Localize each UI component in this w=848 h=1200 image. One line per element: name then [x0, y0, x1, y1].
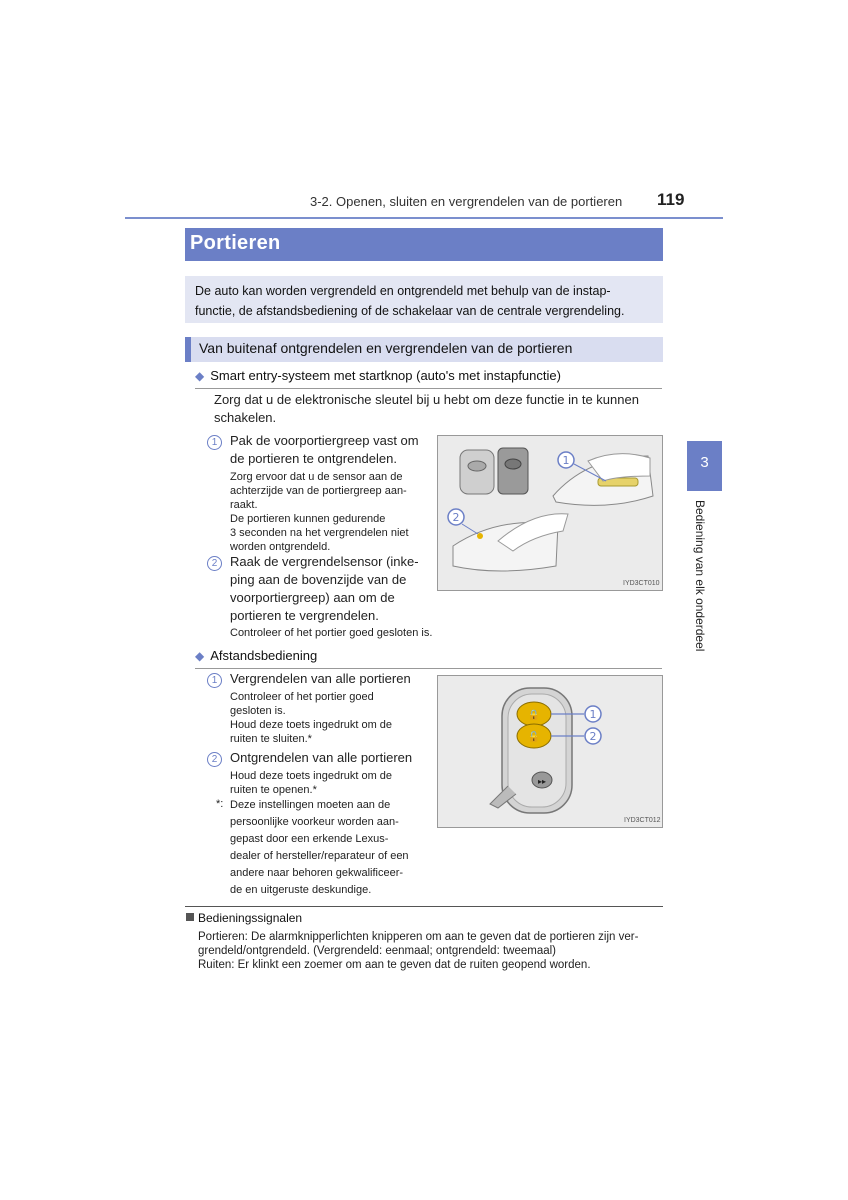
intro-box [185, 276, 663, 323]
step-1-text: Pak de voorportiergreep vast om de portieren te ontgrendelen. [230, 433, 419, 466]
remote-step-2-number: 2 [207, 752, 222, 767]
smart-entry-heading: ◆ Smart entry-systeem met startknop (auto's met instapfunctie) [195, 368, 561, 383]
svg-text:🔒: 🔒 [527, 710, 541, 721]
door-handle-figure [437, 435, 663, 591]
remote-step-1-text: Vergrendelen van alle portieren [230, 671, 411, 686]
running-header: 3-2. Openen, sluiten en vergrendelen van de portieren [310, 194, 623, 209]
chapter-tab: 3 [687, 441, 722, 491]
diamond-bullet-icon: ◆ [195, 649, 205, 663]
remote-step-1-number: 1 [207, 673, 222, 688]
footnote-mark: *: [216, 798, 224, 810]
step-2-text: Raak de vergrendelsensor (inke- ping aan de bovenzijde van de voorportiergreep) aan om de portieren te vergrendelen. [230, 554, 419, 623]
intro-line-1: De auto kan worden vergrendeld en ontgrendeld met behulp van de instap- [195, 284, 611, 298]
remote-step-2-text: Ontgrendelen van alle portieren [230, 750, 413, 765]
remote-callout-2: 2 [589, 730, 597, 743]
notes-text: Portieren: De alarmknipperlichten knipperen om aan te geven dat de portieren zijn ver- grendeld/ontgrendeld. (Vergrendeld: eenmaal; ontgrendeld: tweemaal) Ruiten: Er klinkt een zoemer om aan te geven dat de ruiten geopend worden. [198, 931, 639, 971]
heading-rule [195, 388, 662, 389]
remote-key-figure [437, 675, 663, 828]
figure-callout-2: 2 [452, 511, 460, 524]
remote-step-1-note: Controleer of het portier goed gesloten is. Houd deze toets ingedrukt om de ruiten te sluiten.* [230, 691, 393, 745]
heading-rule [195, 668, 662, 669]
figure-callout-1: 1 [562, 454, 570, 467]
chapter-title-vertical: Bediening van elk onderdeel [693, 500, 707, 652]
footnote-text: Deze instellingen moeten aan de persoonlijke voorkeur worden aan- gepast door een erkende Lexus- dealer of hersteller/reparateur of een andere naar behoren gekwalificeer- de en uitgeruste deskundige. [230, 799, 409, 896]
notes-rule [185, 906, 663, 907]
remote-step-2-note: Houd deze toets ingedrukt om de ruiten te openen.* [230, 770, 393, 796]
svg-text:▸▸: ▸▸ [537, 777, 547, 786]
remote-key-illustration [438, 676, 663, 828]
step-1-note: Zorg ervoor dat u de sensor aan de achterzijde van de portiergreep aan- raakt. De portieren kunnen gedurende 3 seconden na het vergrendelen niet worden ontgrendeld. [230, 471, 409, 553]
notes-heading: Bedieningssignalen [186, 911, 302, 925]
step-2-number: 2 [207, 556, 222, 571]
header-rule [125, 217, 723, 219]
step-1-number: 1 [207, 435, 222, 450]
figure-code: IYD3CT012 [624, 817, 661, 824]
square-bullet-icon [186, 913, 194, 921]
step-2-note: Controleer of het portier goed gesloten is. [230, 627, 433, 639]
intro-line-2: functie, de afstandsbediening of de schakelaar van de centrale vergrendeling. [195, 304, 625, 318]
diamond-bullet-icon: ◆ [195, 369, 205, 383]
page-number: 119 [657, 190, 685, 209]
remote-heading: ◆ Afstandsbediening [195, 648, 318, 663]
section-title: Portieren [185, 228, 663, 261]
remote-callout-1: 1 [589, 708, 597, 721]
svg-text:🔓: 🔓 [527, 732, 541, 743]
door-handle-illustration [438, 436, 663, 591]
subsection-title: Van buitenaf ontgrendelen en vergrendelen van de portieren [185, 337, 663, 362]
figure-code: IYD3CT010 [623, 580, 660, 587]
smart-entry-desc: Zorg dat u de elektronische sleutel bij u hebt om deze functie in te kunnen schakelen. [214, 392, 639, 425]
